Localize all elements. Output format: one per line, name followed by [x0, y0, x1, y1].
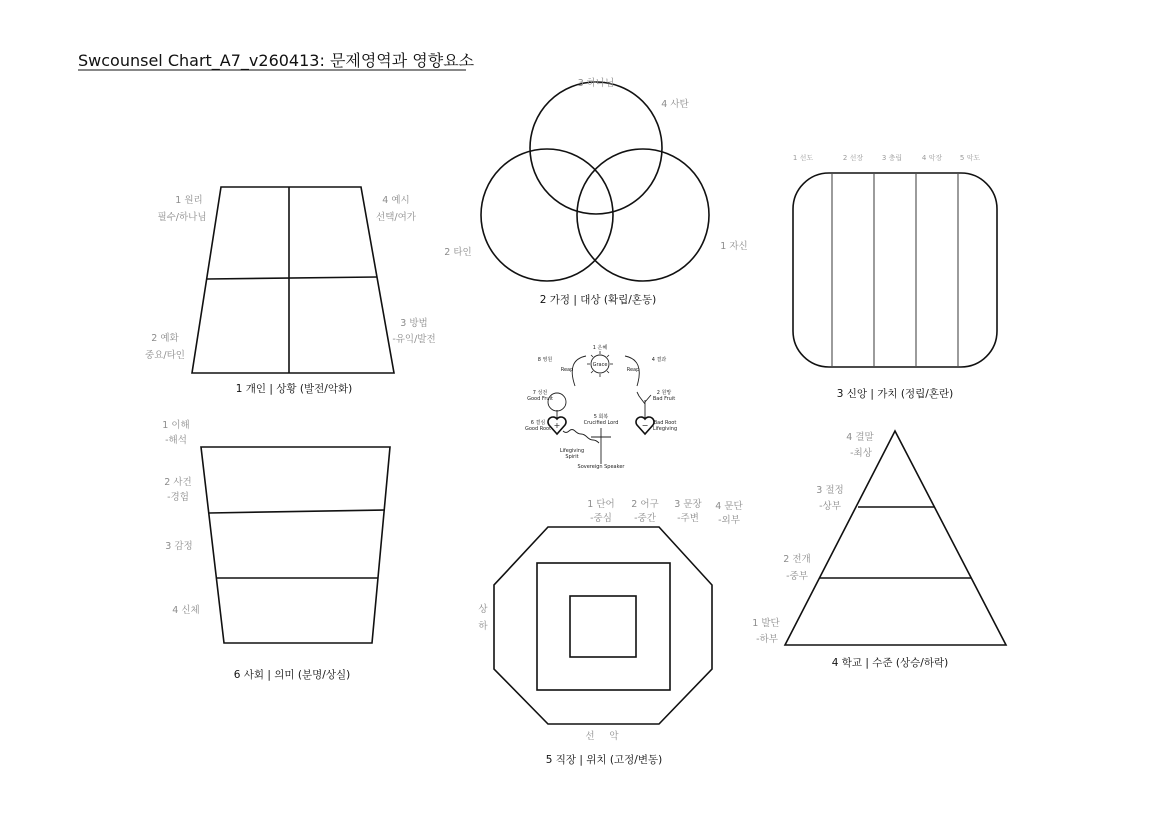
panel-family [444, 77, 747, 306]
school-label-1-sub: -하부 [756, 634, 778, 645]
svg-text:Sovereign Speaker: Sovereign Speaker [577, 464, 625, 470]
svg-text:Lifegiving: Lifegiving [559, 448, 585, 454]
svg-text:4 결과: 4 결과 [651, 357, 667, 363]
individual-label-1: 1 원리 [175, 195, 203, 206]
faith-column-1: 1 선도 [792, 154, 814, 162]
svg-text:Good Fruit: Good Fruit [527, 396, 553, 402]
work-label-4-sub: -외부 [718, 515, 740, 526]
individual-caption: 1 개인 | 상황 (발전/악화) [235, 383, 353, 395]
school-label-4: 4 결말 [846, 432, 874, 443]
svg-text:Bad Fruit: Bad Fruit [652, 396, 676, 402]
work-label-3: 3 문장 [674, 499, 702, 510]
svg-text:Lifegiving: Lifegiving [652, 426, 678, 432]
school-caption: 4 학교 | 수준 (상승/하락) [831, 657, 949, 669]
society-label-4: 4 신체 [172, 605, 200, 616]
faith-column-3: 3 충립 [881, 154, 903, 162]
individual-label-2: 2 예화 [151, 333, 179, 344]
school-label-3-sub: -상부 [819, 501, 841, 512]
svg-text:+: + [553, 421, 561, 430]
work-bottom-left: 선 [585, 731, 595, 742]
work-side-top: 상 [478, 604, 488, 615]
svg-text:8 영원: 8 영원 [537, 357, 553, 363]
page-title: Swcounsel Chart_A7_v260413: 문제영역과 영향요소 [78, 51, 475, 70]
svg-text:Reap: Reap [560, 367, 574, 373]
svg-text:Bad Root: Bad Root [653, 420, 677, 426]
family-caption: 2 가정 | 대상 (확립/혼동) [539, 294, 657, 306]
family-label-satan: 4 사탄 [661, 99, 689, 110]
panel-faith [793, 153, 997, 400]
faith-column-4: 4 악장 [921, 154, 943, 162]
svg-text:Spirit: Spirit [565, 454, 579, 460]
society-label-2-sub: -경험 [167, 492, 189, 503]
svg-text:2 원망: 2 원망 [656, 390, 672, 396]
panel-individual [145, 187, 436, 395]
society-label-2: 2 사건 [164, 477, 192, 488]
work-label-1: 1 단어 [587, 499, 615, 510]
society-label-3: 3 감정 [165, 541, 193, 552]
center-grace-icon [525, 344, 677, 470]
panel-work [478, 498, 743, 766]
school-label-4-sub: -최상 [850, 448, 872, 459]
faith-caption: 3 신앙 | 가치 (정립/혼란) [836, 388, 954, 400]
svg-text:7 성전: 7 성전 [532, 390, 548, 396]
work-side-bottom: 하 [478, 621, 488, 632]
family-label-self: 1 자신 [720, 241, 748, 252]
individual-label-4-sub: 선택/여가 [376, 212, 416, 223]
individual-label-3-sub: -유익/발전 [392, 334, 436, 345]
school-label-3: 3 절정 [816, 485, 844, 496]
faith-column-5: 5 악도 [959, 154, 981, 162]
svg-text:5 회복: 5 회복 [593, 414, 609, 420]
individual-label-4: 4 예시 [382, 195, 410, 206]
society-caption: 6 사회 | 의미 (분명/상실) [233, 669, 351, 681]
school-label-1: 1 발단 [752, 618, 780, 629]
school-label-2: 2 전개 [783, 554, 811, 565]
svg-text:−: − [641, 421, 649, 430]
school-label-2-sub: -중부 [786, 571, 808, 582]
society-label-1: 1 이해 [162, 420, 190, 431]
work-label-2-sub: -중간 [634, 513, 656, 524]
panel-society [162, 419, 390, 681]
work-label-2: 2 어구 [631, 499, 659, 510]
faith-column-2: 2 선장 [842, 154, 864, 162]
svg-text:Good Root: Good Root [524, 426, 552, 432]
work-caption: 5 직장 | 위치 (고정/변동) [545, 754, 663, 766]
individual-label-1-sub: 필수/하나님 [157, 212, 207, 223]
svg-text:Reap: Reap [626, 367, 640, 373]
family-label-god: 3 하나님 [577, 78, 615, 89]
work-label-4: 4 문단 [715, 501, 743, 512]
work-bottom-right: 악 [609, 731, 619, 742]
svg-text:1 은혜: 1 은혜 [592, 345, 608, 351]
svg-text:6 결심: 6 결심 [530, 420, 546, 426]
family-label-others: 2 타인 [444, 247, 472, 258]
svg-text:Crucified Lord: Crucified Lord [583, 420, 619, 426]
society-label-1-sub: -해석 [165, 435, 187, 446]
work-label-1-sub: -중심 [590, 513, 612, 524]
panel-school [752, 431, 1006, 669]
work-label-3-sub: -주변 [677, 513, 699, 524]
svg-text:Grace: Grace [592, 362, 608, 368]
individual-label-2-sub: 중요/타인 [145, 350, 185, 361]
individual-label-3: 3 방법 [400, 318, 428, 329]
